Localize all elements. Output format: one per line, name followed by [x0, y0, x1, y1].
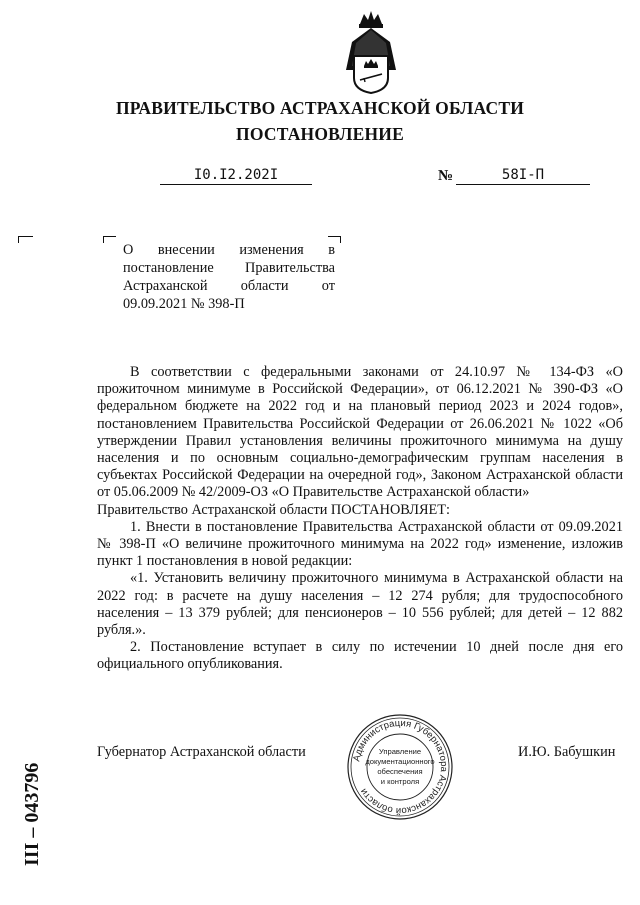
org-title: ПРАВИТЕЛЬСТВО АСТРАХАНСКОЙ ОБЛАСТИ — [115, 98, 525, 118]
official-stamp — [345, 712, 455, 822]
corner-mark-left — [18, 236, 33, 243]
doc-number: 58I-П — [456, 167, 590, 185]
item-1-paragraph: 1. Внести в постановление Правительства Астраханской области от 09.09.2021 № 398-П «О величине прожиточного минимума на 2022 год» изменение, изложив пункт 1 постановления в новой редакции: — [97, 518, 623, 570]
doc-date: I0.I2.202I — [160, 167, 312, 185]
item-1-quote-paragraph: «1. Установить величину прожиточного минимума в Астраханской области на 2022 год: в расчете на душу населения – 12 274 рубля; для трудоспособного населения – 13 379 рублей; для пенсионеров – 10 556 рублей; для детей – 12 882 рубля.». — [97, 570, 623, 639]
item-2-paragraph: 2. Постановление вступает в силу по истечении 10 дней после дня его официального опубликования. — [97, 639, 623, 673]
stamp-line-4: и контроля — [380, 777, 420, 786]
stamp-line-1: Управление — [378, 747, 422, 756]
stamp-line-3: обеспечения — [377, 767, 423, 776]
signer-name: И.Ю. Бабушкин — [518, 744, 616, 760]
coat-of-arms-icon — [340, 8, 402, 94]
doc-body — [97, 364, 623, 674]
number-label: № — [438, 168, 454, 184]
signer-position: Губернатор Астраханской области — [97, 744, 306, 760]
stamp-ring-text: Администрация Губернатора Астраханской области — [351, 717, 450, 817]
corner-mark-subject-left — [103, 236, 116, 243]
serial-number — [14, 718, 44, 868]
doc-type: ПОСТАНОВЛЕНИЕ — [236, 124, 404, 144]
stamp-line-2: документационного — [365, 757, 435, 766]
preamble-paragraph: В соответствии с федеральными законами от 24.10.97 № 134-ФЗ «О прожиточном минимуме в Российской Федерации», от 06.12.2021 № 390-ФЗ «О федеральном бюджете на 2022 год и на плановый период 2023 и 2024 годов», постановлением Правительства Российской Федерации от 26.06.2021 № 1022 «Об утверждении Правил установления величины прожиточного минимума на душу населения и по основным социально-демографическим группам населения в субъектах Российской Федерации на очередной год», Законом Астраханской области от 05.06.2009 № 42/2009-ОЗ «О Правительстве Астраханской области» — [97, 364, 623, 501]
doc-subject: О внесении изменения в постановление Правительства Астраханской области от 09.09.2021 № 398-П — [123, 242, 335, 312]
decree-line: Правительство Астраханской области ПОСТАНОВЛЯЕТ: — [97, 501, 450, 518]
serial-number-text: III – 043796 — [21, 762, 43, 866]
